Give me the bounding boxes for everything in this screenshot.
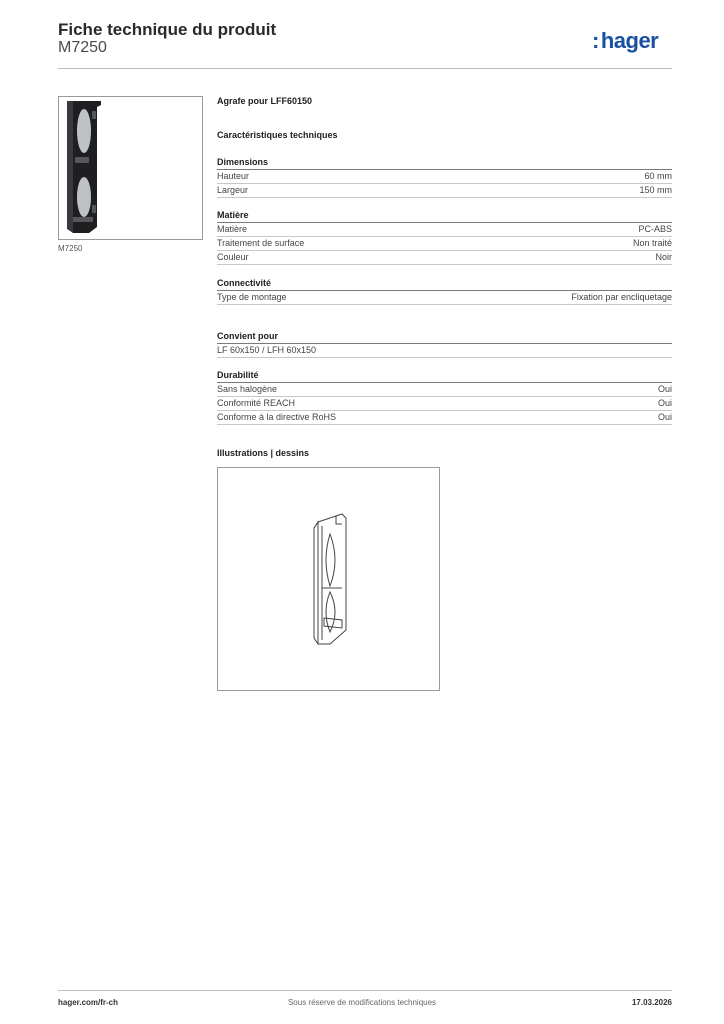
spec-label: Sans halogène (217, 384, 278, 394)
compatible-item: LF 60x150 / LFH 60x150 (217, 344, 672, 358)
spec-value: Non traité (632, 238, 672, 248)
spec-value: Oui (657, 384, 672, 394)
footer-date: 17.03.2026 (631, 998, 672, 1007)
footer-notice: Sous réserve de modifications techniques (287, 998, 437, 1007)
illustration-drawing (217, 467, 440, 691)
group-durabilite (217, 369, 672, 425)
group-title: Dimensions (217, 156, 672, 170)
spec-value: 150 mm (639, 185, 672, 195)
spec-label: Type de montage (217, 292, 287, 302)
product-reference: M7250 (58, 39, 107, 56)
spec-label: Largeur (217, 185, 249, 195)
hager-logo (592, 28, 658, 54)
spec-value: PC-ABS (638, 224, 672, 234)
footer-website-link[interactable]: hager.com/fr-ch (58, 998, 119, 1007)
logo-dots-icon: : (592, 28, 599, 53)
spec-label: Matière (217, 224, 248, 234)
spec-row (217, 170, 672, 184)
group-title: Convient pour (217, 330, 672, 344)
spec-row (217, 383, 672, 397)
spec-row (217, 184, 672, 198)
clip-line-drawing-icon (218, 468, 439, 690)
spec-label: Conforme à la directive RoHS (217, 412, 337, 422)
spec-value: Oui (657, 412, 672, 422)
group-title: Matière (217, 209, 672, 223)
group-title: Durabilité (217, 369, 672, 383)
logo-text: hager (600, 28, 659, 53)
spec-value: Oui (657, 398, 672, 408)
page-title: Fiche technique du produit (58, 20, 277, 39)
spec-row (217, 411, 672, 425)
product-image-caption: M7250 (58, 244, 83, 253)
group-dimensions (217, 156, 672, 198)
product-name: Agrafe pour LFF60150 (217, 96, 313, 106)
group-convient-pour (217, 330, 672, 358)
spec-value: Fixation par encliquetage (571, 292, 672, 302)
footer-divider (58, 990, 672, 991)
group-connectivite (217, 277, 672, 305)
spec-value: 60 mm (644, 171, 672, 181)
spec-row (217, 397, 672, 411)
group-matiere (217, 209, 672, 265)
spec-label: Couleur (217, 252, 249, 262)
spec-label: Conformité REACH (217, 398, 296, 408)
spec-label: Traitement de surface (217, 238, 305, 248)
section-technical-title: Caractéristiques techniques (217, 130, 338, 140)
spec-row (217, 223, 672, 237)
header-divider (58, 68, 672, 69)
group-title: Connectivité (217, 277, 672, 291)
illustrations-title: Illustrations | dessins (217, 448, 310, 458)
clip-photo-icon (59, 97, 202, 239)
spec-row (217, 237, 672, 251)
spec-row (217, 291, 672, 305)
spec-label: Hauteur (217, 171, 250, 181)
product-image (58, 96, 203, 240)
spec-row (217, 251, 672, 265)
spec-value: Noir (655, 252, 672, 262)
